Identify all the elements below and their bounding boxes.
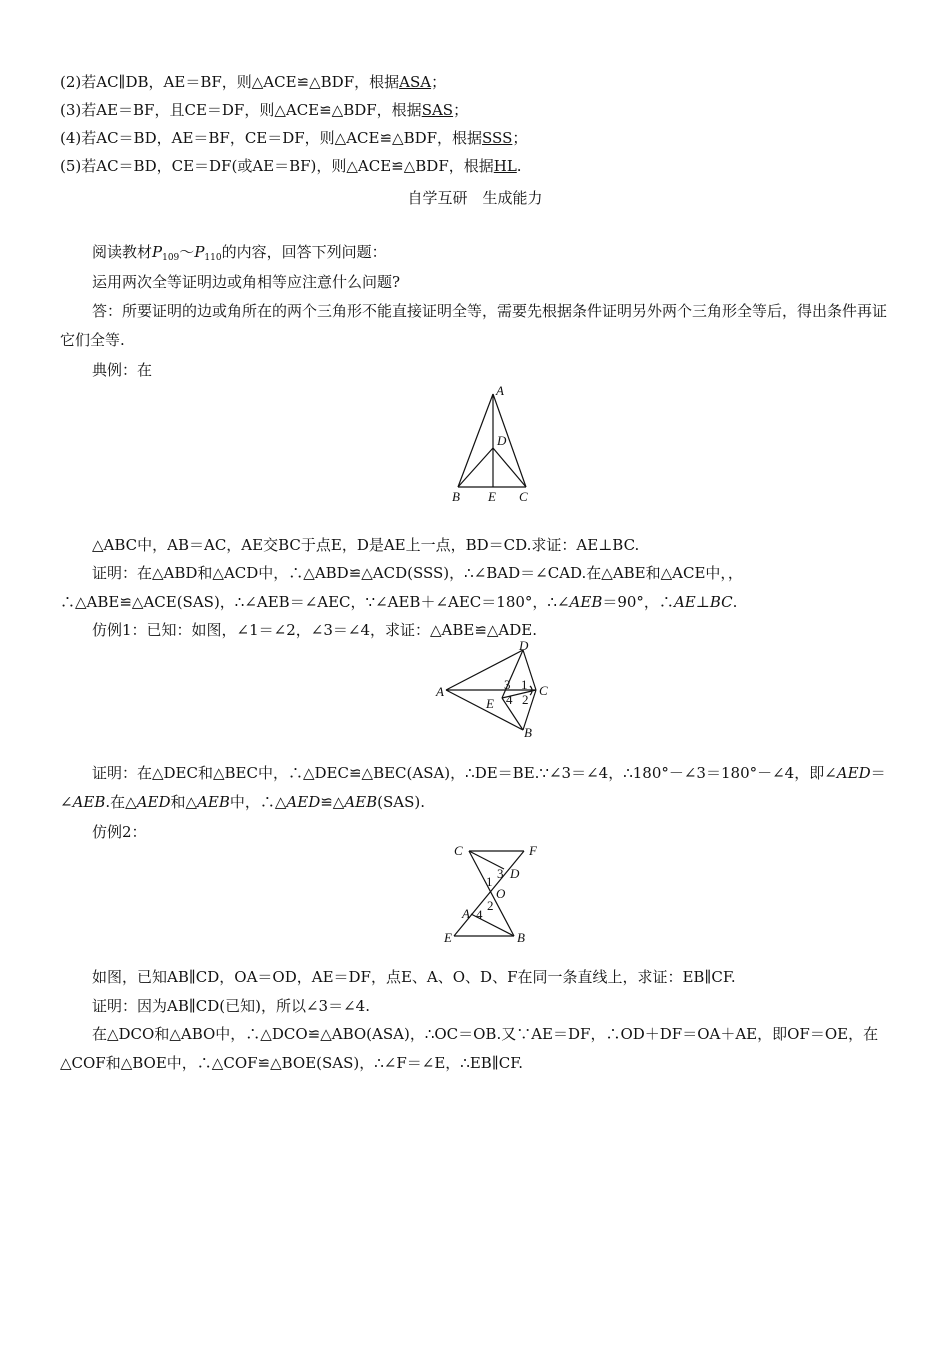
example-proof-b: AEB (569, 593, 603, 611)
example-proof-f: BC (709, 593, 733, 611)
imitate-1-proof-d: AEB (72, 793, 106, 811)
imitate-1-label: 仿例1：已知：如图，∠1＝∠2，∠3＝∠4，求证：△ABE≌△ADE. (92, 621, 538, 639)
example-proof-text: 证明：在△ABD和△ACD中，∴△ABD≌△ACD(SSS)，∴∠BAD＝∠CAD.在△ABE和△ACE中，，∴△ABE≌△ACE(SAS)，∴∠AEB＝∠AEC，∵∠AEB＋∠AEC＝180°，∴∠ (60, 564, 743, 611)
imitate-1-proof-i: 中，∴△ (229, 793, 287, 811)
imitate-2-proof-line1: 证明：因为AB∥CD(已知)，所以∠3＝∠4. (92, 997, 370, 1015)
segment-cd (493, 448, 526, 487)
section-title: 自学互研 生成能力 (407, 189, 543, 207)
example-statement: △ABC中，AB＝AC，AE交BC于点E，D是AE上一点，BD＝CD.求证：AE⊥BC. (92, 536, 640, 554)
page-sub2: 110 (204, 253, 222, 263)
label-d: D (510, 866, 520, 881)
label-a: A (462, 906, 470, 921)
angle-label-1: 1 (486, 874, 493, 889)
item-3-answer: SAS (421, 101, 454, 119)
item-5-answer: HL (493, 157, 517, 175)
label-e: E (486, 696, 494, 711)
angle-label-3: 3 (497, 866, 504, 881)
label-c: C (519, 489, 528, 504)
angle-label-2: 2 (522, 692, 529, 707)
read-pre: 阅读教材 (92, 243, 153, 261)
item-2-post: ； (431, 73, 447, 91)
item-4 (60, 129, 892, 147)
label-o: O (496, 886, 506, 901)
label-d: D (497, 433, 507, 448)
angle-label-4: 4 (476, 907, 483, 922)
imitate-1-proof-h: AEB (197, 793, 230, 811)
imitate-2-proof-body: 在△DCO和△ABO中，∴△DCO≌△ABO(ASA)，∴OC＝OB.又∵AE＝DF，∴OD＋DF＝OA＋AE，即OF＝OE，在△COF和△BOE中，∴△COF≌△BOE(SAS)，∴∠F＝∠E，∴EB∥CF. (60, 1025, 879, 1072)
item-2-text: (2)若AC∥DB，AE＝BF，则△ACE≌△BDF，根据 (60, 73, 400, 91)
label-e: E (444, 930, 452, 945)
label-c: C (539, 683, 548, 698)
imitate-1-proof-f: AED (136, 793, 171, 811)
segment-bd (458, 448, 493, 487)
imitate-1-proof-e: .在△ (105, 793, 137, 811)
segment-ab (458, 394, 493, 487)
item-4-text: (4)若AC＝BD，AE＝BF，CE＝DF，则△ACE≌△BDF，根据 (60, 129, 483, 147)
imitate-1-proof-j: AED (286, 793, 321, 811)
imitate-1-proof-g: 和△ (170, 793, 198, 811)
imitate-1-proof-c: ＝∠ (60, 764, 886, 811)
label-b: B (452, 489, 460, 504)
angle-label-3: 3 (504, 677, 511, 692)
figure-bowtie (440, 840, 550, 950)
example-proof (60, 559, 892, 617)
imitate-1-proof-text: 证明：在△DEC和△BEC中，∴△DEC≌△BEC(ASA)，∴DE＝BE.∵∠3＝∠4，∴180°－∠3＝180°－∠4，即∠ (92, 764, 837, 782)
page-p2: P (194, 243, 205, 261)
label-b: B (517, 930, 525, 945)
item-3-post: ； (453, 101, 469, 119)
item-2 (60, 73, 892, 91)
imitate-2-label: 仿例2： (92, 823, 147, 841)
label-e: E (488, 489, 496, 504)
label-b: B (524, 725, 532, 740)
page-sub1: 109 (162, 253, 180, 263)
segment-cb (469, 851, 514, 936)
imitate-1-proof (60, 759, 892, 817)
example-label: 典例：在 (92, 361, 153, 379)
example-proof-g: . (732, 593, 738, 611)
item-3 (60, 101, 892, 119)
angle-label-1: 1 (521, 677, 528, 692)
reading-instruction (92, 243, 924, 267)
figure-triangle-abc (440, 380, 540, 510)
angle-label-4: 4 (506, 692, 513, 707)
example-proof-c: ＝90°，∴ (602, 593, 674, 611)
label-a: A (496, 383, 504, 398)
question: 运用两次全等证明边或角相等应注意什么问题? (92, 273, 401, 291)
item-2-answer: ASA (399, 73, 432, 91)
label-f: F (529, 843, 537, 858)
read-mid: ～ (179, 243, 195, 261)
imitate-1-proof-l: AEB (344, 793, 378, 811)
label-d: D (519, 640, 529, 653)
imitate-1-proof-b: AED (836, 764, 871, 782)
example-proof-d: AE (673, 593, 696, 611)
imitate-2-statement: 如图，已知AB∥CD，OA＝OD，AE＝DF，点E、A、O、D、F在同一条直线上，求证：EB∥CF. (92, 968, 736, 986)
item-5-post: . (516, 157, 522, 175)
read-post: 的内容，回答下列问题： (221, 243, 387, 261)
segment-ad (446, 650, 523, 690)
example-proof-e: ⊥ (695, 593, 710, 611)
figure-quadrilateral-abcd (428, 640, 558, 740)
imitate-1-proof-k: ≌△ (320, 793, 345, 811)
imitate-1-proof-m: (SAS). (377, 793, 426, 811)
label-c: C (454, 843, 463, 858)
item-4-answer: SSS (482, 129, 513, 147)
item-5 (60, 157, 892, 175)
item-5-text: (5)若AC＝BD，CE＝DF(或AE＝BF)，则△ACE≌△BDF，根据 (60, 157, 494, 175)
answer-paragraph: 答：所要证明的边或角所在的两个三角形不能直接证明全等，需要先根据条件证明另外两个三角形全等后，得出条件再证它们全等. (60, 302, 888, 349)
item-4-post: ； (512, 129, 528, 147)
label-a: A (436, 684, 444, 699)
page-p1: P (152, 243, 163, 261)
item-3-text: (3)若AE＝BF，且CE＝DF，则△ACE≌△BDF，根据 (60, 101, 422, 119)
angle-label-2: 2 (487, 898, 494, 913)
